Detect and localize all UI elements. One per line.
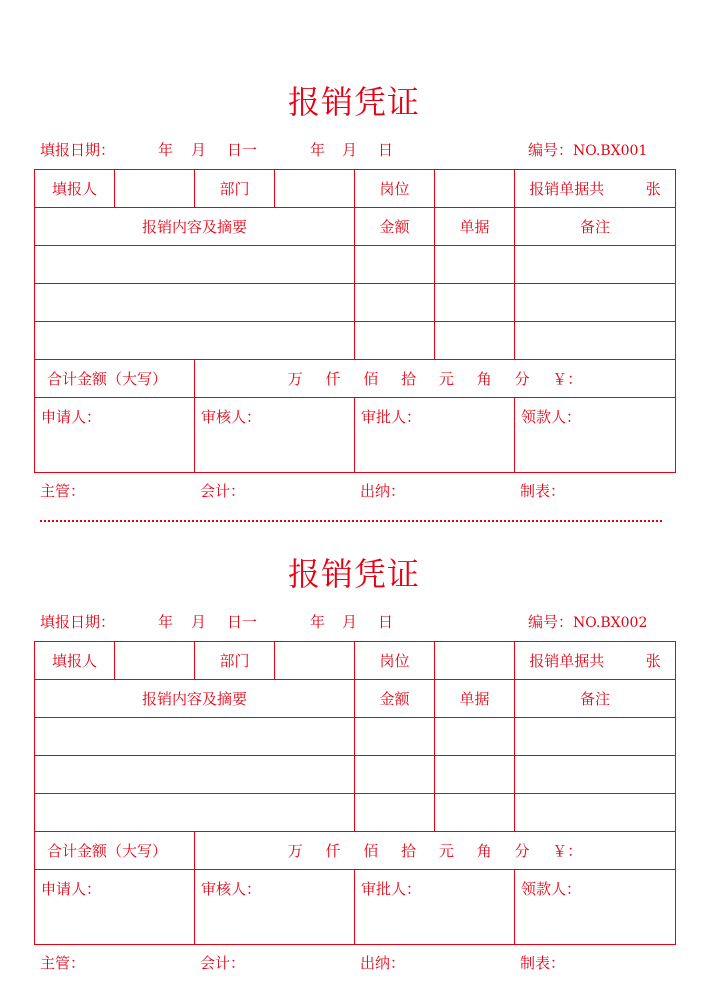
cashier-label: 出纳： xyxy=(360,954,406,972)
accountant-label: 会计： xyxy=(200,482,246,500)
signature-row xyxy=(35,870,676,945)
receiver-signature[interactable]: 领款人： xyxy=(515,870,676,945)
date-year-end: 年 xyxy=(310,141,326,159)
reviewer-signature[interactable]: 审核人： xyxy=(195,870,355,945)
unit-shi: 拾 xyxy=(401,370,417,388)
number-value: NO.BX002 xyxy=(573,615,648,631)
remark-cell[interactable] xyxy=(515,246,676,284)
date-day-end: 日 xyxy=(378,613,394,631)
info-row xyxy=(35,642,676,680)
date-label: 填报日期： xyxy=(40,613,116,631)
dept-label: 部门 xyxy=(195,642,275,680)
date-day-start: 日一 xyxy=(227,141,258,159)
voucher-table xyxy=(34,641,676,945)
receipt-cell[interactable] xyxy=(435,322,515,360)
item-row xyxy=(35,246,676,284)
unit-qian: 仟 xyxy=(325,842,341,860)
receipts-label: 报销单据共 xyxy=(529,652,605,670)
item-row xyxy=(35,322,676,360)
content-cell[interactable] xyxy=(35,322,355,360)
total-row xyxy=(35,360,676,398)
item-row xyxy=(35,756,676,794)
date-day-end: 日 xyxy=(378,141,394,159)
item-row xyxy=(35,794,676,832)
post-label: 岗位 xyxy=(355,642,435,680)
receipts-unit: 张 xyxy=(645,180,661,198)
amount-cell[interactable] xyxy=(355,756,435,794)
dept-cell[interactable] xyxy=(275,170,355,208)
unit-bai: 佰 xyxy=(363,842,379,860)
amount-cell[interactable] xyxy=(355,246,435,284)
voucher-number xyxy=(528,610,647,635)
receipt-header: 单据 xyxy=(435,208,515,246)
applicant-label: 填报人 xyxy=(35,170,115,208)
remark-header: 备注 xyxy=(515,208,676,246)
voucher-title: 报销凭证 xyxy=(287,83,420,121)
total-amount-cell[interactable] xyxy=(195,832,676,870)
number-value: NO.BX001 xyxy=(573,143,648,159)
post-cell[interactable] xyxy=(435,170,515,208)
voucher-meta-row xyxy=(0,610,708,634)
amount-header: 金额 xyxy=(355,680,435,718)
item-row xyxy=(35,718,676,756)
preparer-label: 制表： xyxy=(520,482,566,500)
content-header: 报销内容及摘要 xyxy=(35,680,355,718)
total-row xyxy=(35,832,676,870)
unit-yen: ￥： xyxy=(552,842,583,860)
amount-cell[interactable] xyxy=(355,794,435,832)
voucher-meta-row xyxy=(0,138,708,162)
applicant-signature[interactable]: 申请人： xyxy=(35,398,195,473)
unit-yuan: 元 xyxy=(438,370,454,388)
date-year-start: 年 xyxy=(158,141,174,159)
date-year-end: 年 xyxy=(310,613,326,631)
supervisor-label: 主管： xyxy=(40,482,86,500)
receipt-cell[interactable] xyxy=(435,246,515,284)
cashier-label: 出纳： xyxy=(360,482,406,500)
receipt-cell[interactable] xyxy=(435,718,515,756)
receipt-cell[interactable] xyxy=(435,794,515,832)
unit-jiao: 角 xyxy=(476,842,492,860)
content-cell[interactable] xyxy=(35,718,355,756)
content-cell[interactable] xyxy=(35,756,355,794)
unit-wan: 万 xyxy=(287,842,303,860)
receipts-unit: 张 xyxy=(645,652,661,670)
date-year-start: 年 xyxy=(158,613,174,631)
date-day-start: 日一 xyxy=(227,613,258,631)
voucher-table xyxy=(34,169,676,473)
footer-row xyxy=(0,951,708,975)
number-label: 编号： xyxy=(528,613,574,631)
receipt-cell[interactable] xyxy=(435,284,515,322)
remark-cell[interactable] xyxy=(515,284,676,322)
unit-yuan: 元 xyxy=(438,842,454,860)
amount-cell[interactable] xyxy=(355,718,435,756)
date-label: 填报日期： xyxy=(40,141,116,159)
reviewer-signature[interactable]: 审核人： xyxy=(195,398,355,473)
preparer-label: 制表： xyxy=(520,954,566,972)
header-row xyxy=(35,680,676,718)
receiver-signature[interactable]: 领款人： xyxy=(515,398,676,473)
applicant-cell[interactable] xyxy=(115,642,195,680)
content-cell[interactable] xyxy=(35,284,355,322)
unit-bai: 佰 xyxy=(363,370,379,388)
applicant-cell[interactable] xyxy=(115,170,195,208)
receipts-label: 报销单据共 xyxy=(529,180,605,198)
unit-fen: 分 xyxy=(514,842,530,860)
accountant-label: 会计： xyxy=(200,954,246,972)
number-label: 编号： xyxy=(528,141,574,159)
receipt-header: 单据 xyxy=(435,680,515,718)
voucher-title: 报销凭证 xyxy=(287,555,420,593)
unit-qian: 仟 xyxy=(325,370,341,388)
signature-row xyxy=(35,398,676,473)
remark-cell[interactable] xyxy=(515,794,676,832)
dept-label: 部门 xyxy=(195,170,275,208)
amount-cell[interactable] xyxy=(355,284,435,322)
remark-cell[interactable] xyxy=(515,322,676,360)
total-label: 合计金额（大写） xyxy=(35,832,195,870)
receipts-count-cell[interactable] xyxy=(515,642,676,680)
applicant-signature[interactable]: 申请人： xyxy=(35,870,195,945)
remark-cell[interactable] xyxy=(515,756,676,794)
post-cell[interactable] xyxy=(435,642,515,680)
dept-cell[interactable] xyxy=(275,642,355,680)
info-row xyxy=(35,170,676,208)
receipts-count-cell[interactable] xyxy=(515,170,676,208)
unit-jiao: 角 xyxy=(476,370,492,388)
unit-wan: 万 xyxy=(287,370,303,388)
total-amount-cell[interactable] xyxy=(195,360,676,398)
unit-fen: 分 xyxy=(514,370,530,388)
amount-header: 金额 xyxy=(355,208,435,246)
date-month-end: 月 xyxy=(342,141,358,159)
receipt-cell[interactable] xyxy=(435,756,515,794)
content-cell[interactable] xyxy=(35,246,355,284)
amount-cell[interactable] xyxy=(355,322,435,360)
post-label: 岗位 xyxy=(355,170,435,208)
cut-line-divider xyxy=(40,520,662,522)
content-header: 报销内容及摘要 xyxy=(35,208,355,246)
header-row xyxy=(35,208,676,246)
date-month-start: 月 xyxy=(191,613,207,631)
content-cell[interactable] xyxy=(35,794,355,832)
remark-cell[interactable] xyxy=(515,718,676,756)
unit-yen: ￥： xyxy=(552,370,583,388)
applicant-label: 填报人 xyxy=(35,642,115,680)
approver-signature[interactable]: 审批人： xyxy=(355,870,515,945)
item-row xyxy=(35,284,676,322)
voucher-number xyxy=(528,138,647,163)
supervisor-label: 主管： xyxy=(40,954,86,972)
total-label: 合计金额（大写） xyxy=(35,360,195,398)
date-month-end: 月 xyxy=(342,613,358,631)
footer-row xyxy=(0,479,708,503)
approver-signature[interactable]: 审批人： xyxy=(355,398,515,473)
date-month-start: 月 xyxy=(191,141,207,159)
unit-shi: 拾 xyxy=(401,842,417,860)
remark-header: 备注 xyxy=(515,680,676,718)
